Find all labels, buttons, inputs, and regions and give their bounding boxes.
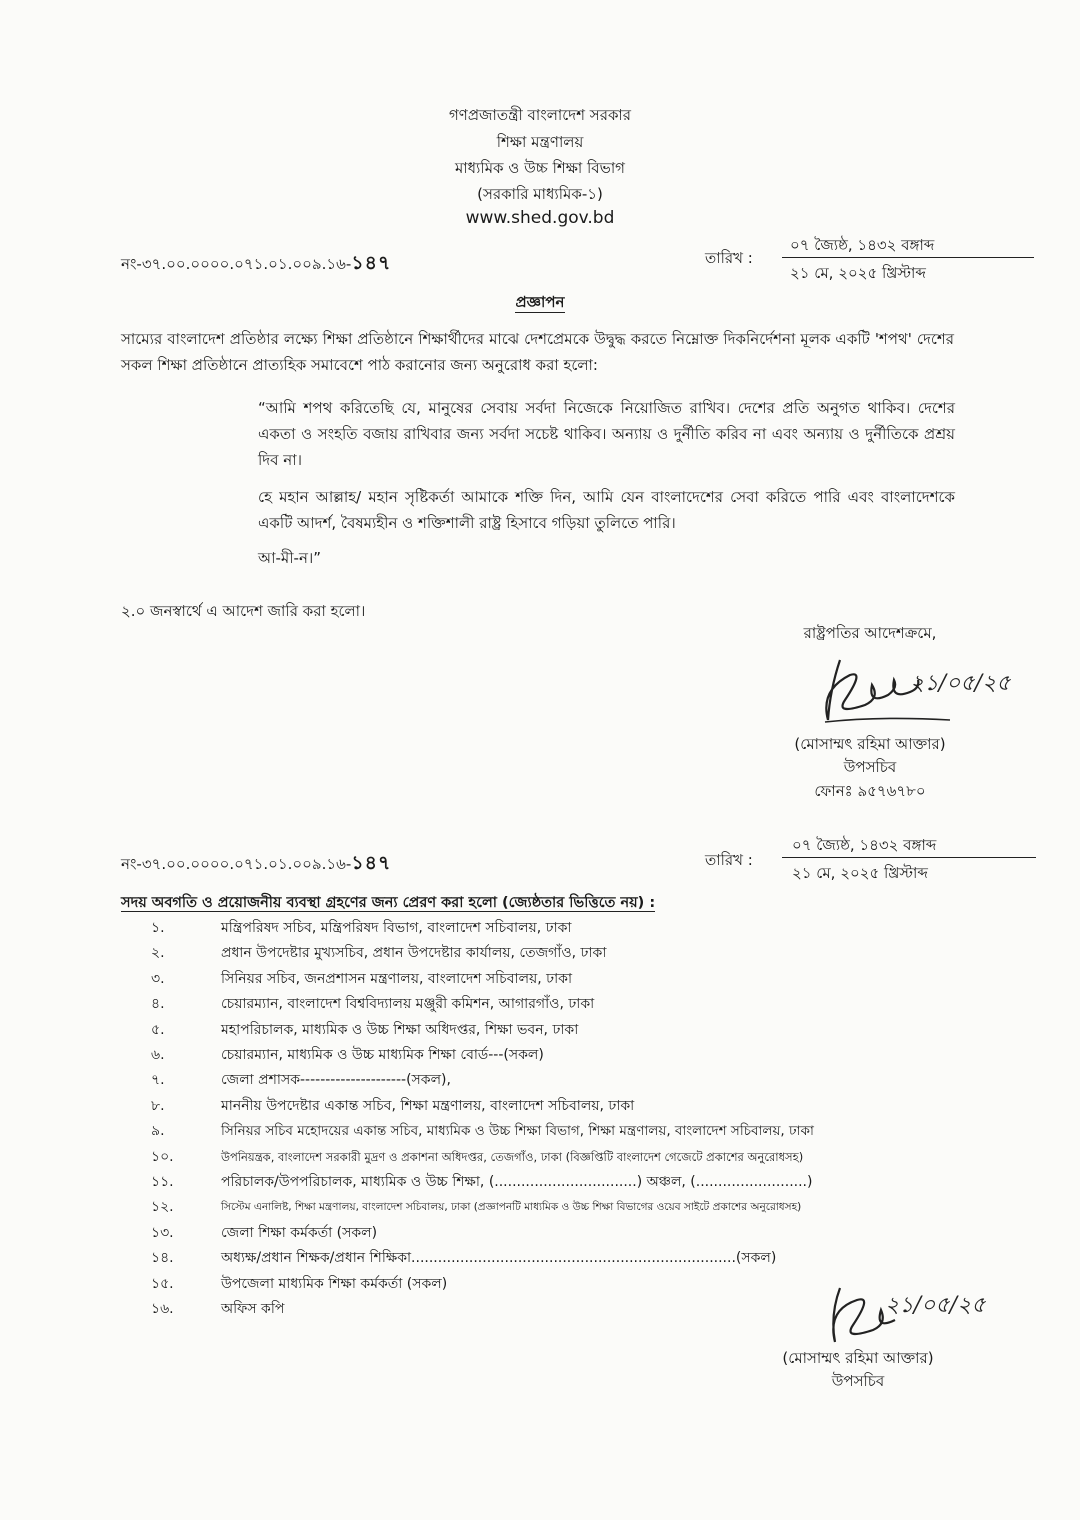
- memo-number-handwritten: ১৪৭: [351, 852, 392, 874]
- list-item: [121, 1145, 961, 1170]
- list-item: [121, 992, 961, 1017]
- list-item-text: সিনিয়র সচিব মহোদয়ের একান্ত সচিব, মাধ্যমিক ও উচ্চ শিক্ষা বিভাগ, শিক্ষা মন্ত্রণালয়, বাংলাদেশ সচিবালয়, ঢাকা: [221, 1123, 814, 1140]
- list-item-number: ৫.: [151, 1021, 165, 1038]
- list-item-text: সিনিয়র সচিব, জনপ্রশাসন মন্ত্রণালয়, বাংলাদেশ সচিবালয়, ঢাকা: [221, 970, 573, 987]
- paragraph-2: ২.০ জনস্বার্থে এ আদেশ জারি করা হলো।: [121, 602, 366, 620]
- signature-1-date: ২১/০৫/২৫: [910, 671, 1011, 696]
- list-item-number: ১০.: [151, 1148, 174, 1165]
- list-item-number: ৭.: [151, 1072, 165, 1089]
- list-item-number: ১৫.: [151, 1275, 174, 1292]
- distribution-title: [121, 892, 655, 916]
- list-item-number: ৪.: [151, 996, 165, 1013]
- list-item-number: ১৪.: [151, 1250, 174, 1267]
- memo-number-text: নং-৩৭.০০.০০০০.০৭১.০১.০০৯.১৬-: [121, 855, 352, 873]
- list-item: [121, 1119, 961, 1144]
- list-item-text: উপজেলা মাধ্যমিক শিক্ষা কর্মকর্তা (সকল): [221, 1275, 448, 1292]
- signatory-designation-2: উপসচিব: [831, 1372, 885, 1390]
- list-item-number: ১.: [151, 920, 165, 936]
- date-rule-2: [782, 857, 1036, 858]
- list-item-text: অফিস কপি: [221, 1301, 285, 1318]
- oath-paragraph-1: “আমি শপথ করিতেছি যে, মানুষের সেবায় সর্বদা নিজেকে নিয়োজিত রাখিব। দেশের প্রতি অনুগত থাকিব। দেশের একতা ও সংহতি বজায় রাখিবার জন্য সর্বদা সচেষ্ট থাকিব। অন্যায় ও দুর্নীতি করিব না এবং অন্যায় ও দুর্নীতিকে প্রশ্রয় দিব না।: [258, 399, 955, 469]
- header-line-3: মাধ্যমিক ও উচ্চ শিক্ষা বিভাগ: [454, 159, 626, 177]
- list-item-text: জেলা শিক্ষা কর্মকর্তা (সকল): [221, 1224, 378, 1241]
- list-item-number: ১৩.: [151, 1224, 174, 1241]
- list-item-text: চেয়ারম্যান, বাংলাদেশ বিশ্ববিদ্যালয় মঞ্জুরী কমিশন, আগারগাঁও, ঢাকা: [221, 996, 595, 1013]
- list-item: [121, 1094, 961, 1119]
- list-item: [121, 941, 961, 966]
- date-rule-1: [782, 257, 1034, 258]
- memo-number-2: [121, 849, 391, 881]
- list-item-text: উপনিয়ন্ত্রক, বাংলাদেশ সরকারী মুদ্রণ ও প্রকাশনা অধিদপ্তর, তেজগাঁও, ঢাকা (বিজ্ঞপ্তিটি বাংলাদেশ গেজেটে প্রকাশের অনুরোধসহ): [221, 1149, 804, 1164]
- memo-number-text: নং-৩৭.০০.০০০০.০৭১.০১.০০৯.১৬-: [121, 255, 352, 273]
- oath-paragraph-3: আ-মী-ন।”: [258, 549, 322, 567]
- list-item: [121, 1195, 961, 1220]
- list-item-number: ৮.: [151, 1097, 165, 1114]
- header-line-4: (সরকারি মাধ্যমিক-১): [477, 185, 603, 203]
- list-item: [121, 1221, 961, 1246]
- list-item-number: ১২.: [151, 1199, 174, 1216]
- signature-1-image: [810, 650, 1011, 730]
- list-item-text: পরিচালক/উপপরিচালক, মাধ্যমিক ও উচ্চ শিক্ষা, (................................) অঞ্চল, (.........................): [221, 1174, 813, 1191]
- list-item: [121, 1170, 961, 1195]
- date-english-2: ২১ মে, ২০২৫ খ্রিস্টাব্দ: [792, 864, 928, 882]
- list-item-text: জেলা প্রশাসক---------------------(সকল),: [221, 1072, 451, 1089]
- list-item-text: মহাপরিচালক, মাধ্যমিক ও উচ্চ শিক্ষা অধিদপ্তর, শিক্ষা ভবন, ঢাকা: [221, 1021, 579, 1038]
- list-item-number: ১১.: [151, 1174, 174, 1191]
- list-item-number: ৬.: [151, 1047, 165, 1064]
- list-item-number: ৯.: [151, 1123, 165, 1140]
- header-line-2: শিক্ষা মন্ত্রণালয়: [496, 133, 584, 151]
- list-item-number: ২.: [151, 945, 165, 962]
- list-item: [121, 1246, 961, 1271]
- signatory-phone-1: ফোনঃ ৯৫৭৬৭৮০: [814, 782, 926, 800]
- header-line-1: গণপ্রজাতন্ত্রী বাংলাদেশ সরকার: [448, 106, 632, 124]
- list-item-text: প্রধান উপদেষ্টার মুখ্যসচিব, প্রধান উপদেষ্টার কার্যালয়, তেজগাঁও, ঢাকা: [221, 945, 607, 962]
- distribution-list: [121, 916, 961, 1323]
- list-item: [121, 967, 961, 992]
- list-item: [121, 1068, 961, 1093]
- list-item-text: অধ্যক্ষ/প্রধান শিক্ষক/প্রধান শিক্ষিকা.........................................................................(সকল): [221, 1250, 777, 1267]
- signature-2-date: ২১/০৫/২৫: [885, 1293, 986, 1318]
- date-bangla-2: ০৭ জ্যৈষ্ঠ, ১৪৩২ বঙ্গাব্দ: [792, 836, 937, 854]
- memo-number-handwritten: ১৪৭: [351, 252, 392, 274]
- date-bangla-1: ০৭ জ্যৈষ্ঠ, ১৪৩২ বঙ্গাব্দ: [790, 236, 935, 254]
- oath-paragraph-2: হে মহান আল্লাহ/ মহান সৃষ্টিকর্তা আমাকে শক্তি দিন, আমি যেন বাংলাদেশের সেবা করিতে পারি এবং বাংলাদেশকে একটি আদর্শ, বৈষম্যহীন ও শক্তিশালী রাষ্ট্র হিসাবে গড়িয়া তুলিতে পারি।: [258, 488, 955, 532]
- list-item-number: ১৬.: [151, 1301, 174, 1318]
- list-item-text: চেয়ারম্যান, মাধ্যমিক ও উচ্চ মাধ্যমিক শিক্ষা বোর্ড---(সকল): [221, 1047, 544, 1064]
- signatory-name-2: (মোসাম্মৎ রহিমা আক্তার): [782, 1349, 934, 1367]
- signatory-name-1: (মোসাম্মৎ রহিমা আক্তার): [794, 735, 946, 753]
- list-item-text: সিস্টেম এনালিষ্ট, শিক্ষা মন্ত্রণালয়, বাংলাদেশ সচিবালয়, ঢাকা (প্রজ্ঞাপনটি মাধ্যমিক ও উচ্চ শিক্ষা বিভাগের ওয়েব সাইটে প্রকাশের অনুরোধসহ): [221, 1201, 802, 1214]
- list-item: [121, 1043, 961, 1068]
- list-item-number: ৩.: [151, 970, 165, 987]
- date-label-2: তারিখ :: [705, 851, 753, 869]
- list-item-text: মন্ত্রিপরিষদ সচিব, মন্ত্রিপরিষদ বিভাগ, বাংলাদেশ সচিবালয়, ঢাকা: [221, 920, 572, 936]
- header-website[interactable]: www.shed.gov.bd: [465, 208, 615, 228]
- distribution-title-text: সদয় অবগতি ও প্রয়োজনীয় ব্যবস্থা গ্রহণের জন্য প্রেরণ করা হলো (জ্যেষ্ঠতার ভিত্তিতে নয়) :: [121, 895, 656, 911]
- list-item: [121, 1018, 961, 1043]
- memo-number-1: [121, 249, 391, 281]
- list-item: [121, 916, 961, 941]
- paragraph-1: সাম্যের বাংলাদেশ প্রতিষ্ঠার লক্ষ্যে শিক্ষা প্রতিষ্ঠানে শিক্ষার্থীদের মাঝে দেশপ্রেমকে উদ্বুদ্ধ করতে নিম্নোক্ত দিকনির্দেশনা মূলক একটি 'শপথ' দেশের সকল শিক্ষা প্রতিষ্ঠানে প্রাত্যহিক সমাবেশে পাঠ করানোর জন্য অনুরোধ করা হলো:: [121, 330, 954, 374]
- date-label-1: তারিখ :: [705, 249, 753, 267]
- signatory-designation-1: উপসচিব: [843, 758, 897, 776]
- list-item-text: মাননীয় উপদেষ্টার একান্ত সচিব, শিক্ষা মন্ত্রণালয়, বাংলাদেশ সচিবালয়, ঢাকা: [221, 1097, 635, 1114]
- notification-title-text: প্রজ্ঞাপন: [515, 293, 565, 311]
- president-order: রাষ্ট্রপতির আদেশক্রমে,: [803, 624, 937, 642]
- date-english-1: ২১ মে, ২০২৫ খ্রিস্টাব্দ: [790, 264, 926, 282]
- notification-title: [0, 291, 1080, 316]
- signature-2-image: [815, 1280, 985, 1350]
